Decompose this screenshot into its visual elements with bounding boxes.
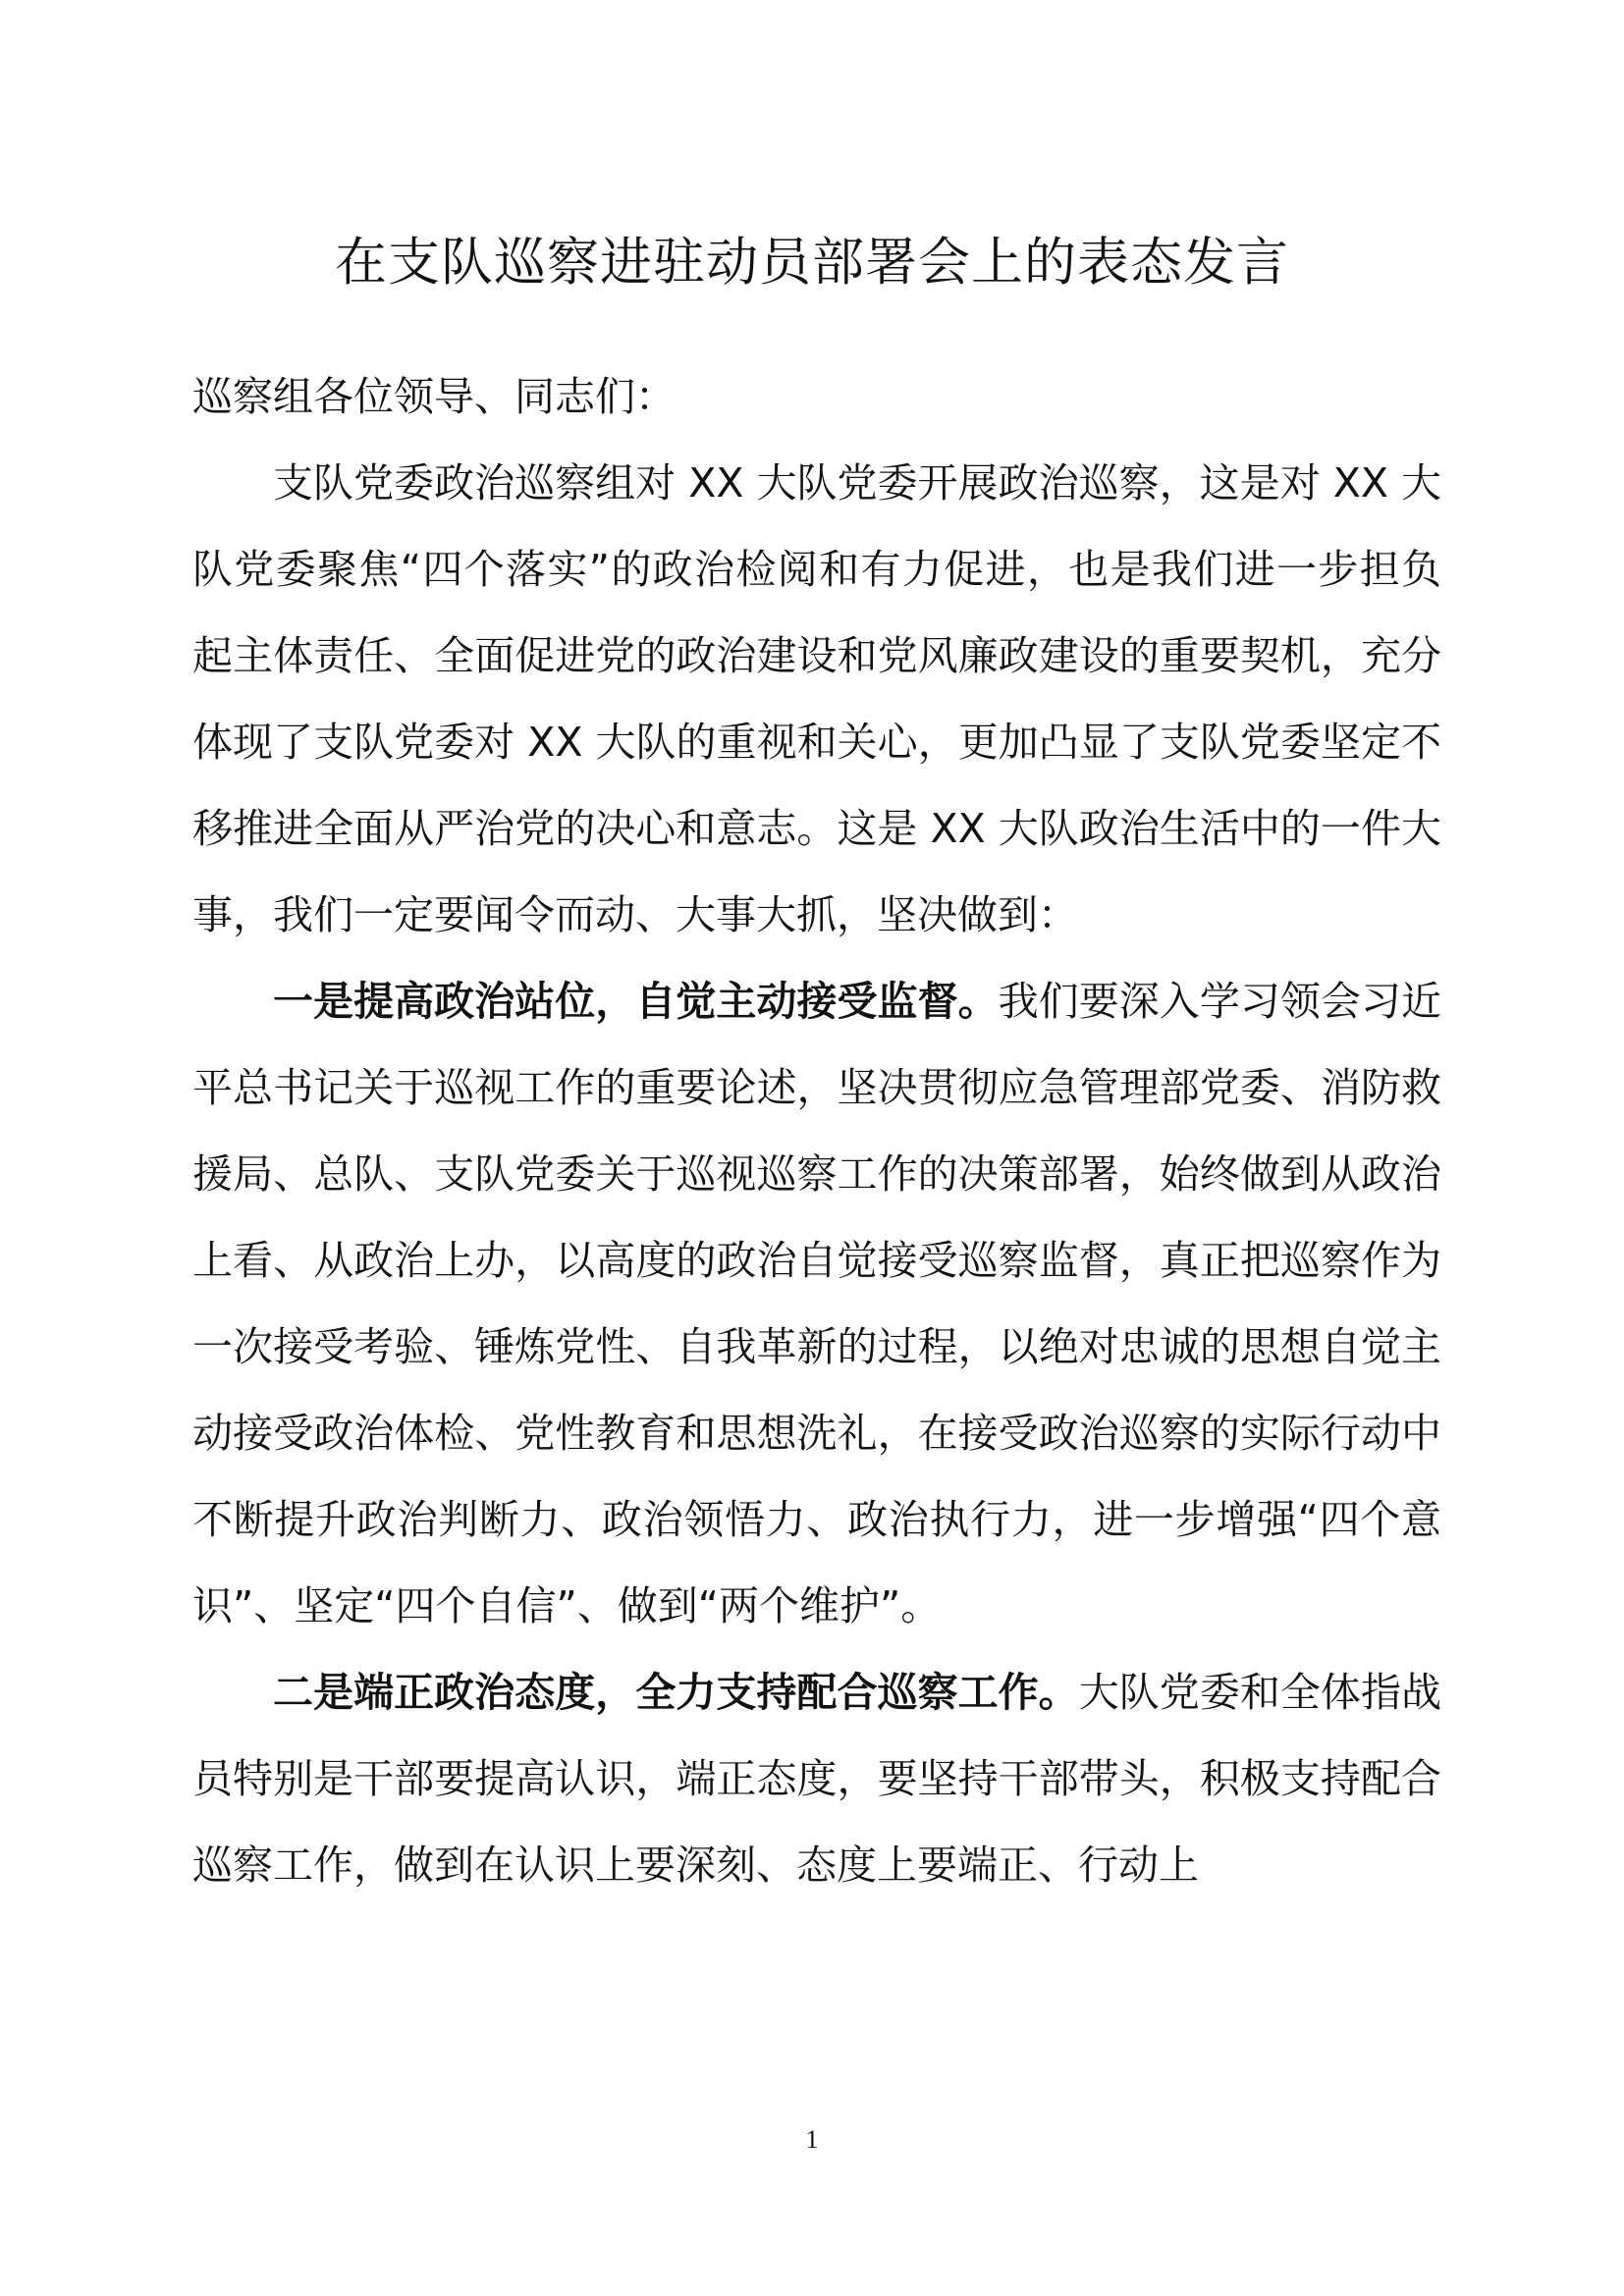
point-one-text: 我们要深入学习领会习近平总书记关于巡视工作的重要论述，坚决贯彻应急管理部党委、消防救援局、总队、支队党委关于巡视巡察工作的决策部署，始终做到从政治上看、从政治上办，以高度的政治自觉接受巡察监督，真正把巡察作为一次接受考验、锤炼党性、自我革新的过程，以绝对忠诚的思想自觉主动接受政治体检、党性教育和思想洗礼，在接受政治巡察的实际行动中不断提升政治判断力、政治领悟力、政治执行力，进一步增强“四个意识”、坚定“四个自信”、做到“两个维护”。 bbox=[192, 978, 1442, 1629]
point-one-heading: 一是提高政治站位，自觉主动接受监督。 bbox=[273, 978, 999, 1025]
paragraph-point-two bbox=[192, 1649, 1441, 1908]
salutation: 巡察组各位领导、同志们： bbox=[192, 373, 676, 420]
paragraph-intro-text: 支队党委政治巡察组对 XX 大队党委开展政治巡察，这是对 XX 大队党委聚焦“四个落实”的政治检阅和有力促进，也是我们进一步担负起主体责任、全面促进党的政治建设和党风廉政建设的重要契机，充分体现了支队党委对 XX 大队的重视和关心，更加凸显了支队党委坚定不移推进全面从严治党的决心和意志。这是 XX 大队政治生活中的一件大事，我们一定要闻令而动、大事大抓，坚决做到： bbox=[192, 459, 1441, 938]
document-title: 在支队巡察进驻动员部署会上的表态发言 bbox=[335, 233, 1289, 293]
point-two-text: 大队党委和全体指战员特别是干部要提高认识，端正态度，要坚持干部带头，积极支持配合巡察工作，做到在认识上要深刻、态度上要端正、行动上 bbox=[192, 1669, 1442, 1889]
paragraph-intro bbox=[192, 440, 1441, 958]
page-number: 1 bbox=[805, 2125, 819, 2154]
point-two-heading: 二是端正政治态度，全力支持配合巡察工作。 bbox=[273, 1669, 1079, 1716]
paragraph-point-one bbox=[192, 958, 1441, 1649]
document-body bbox=[192, 353, 1441, 1908]
